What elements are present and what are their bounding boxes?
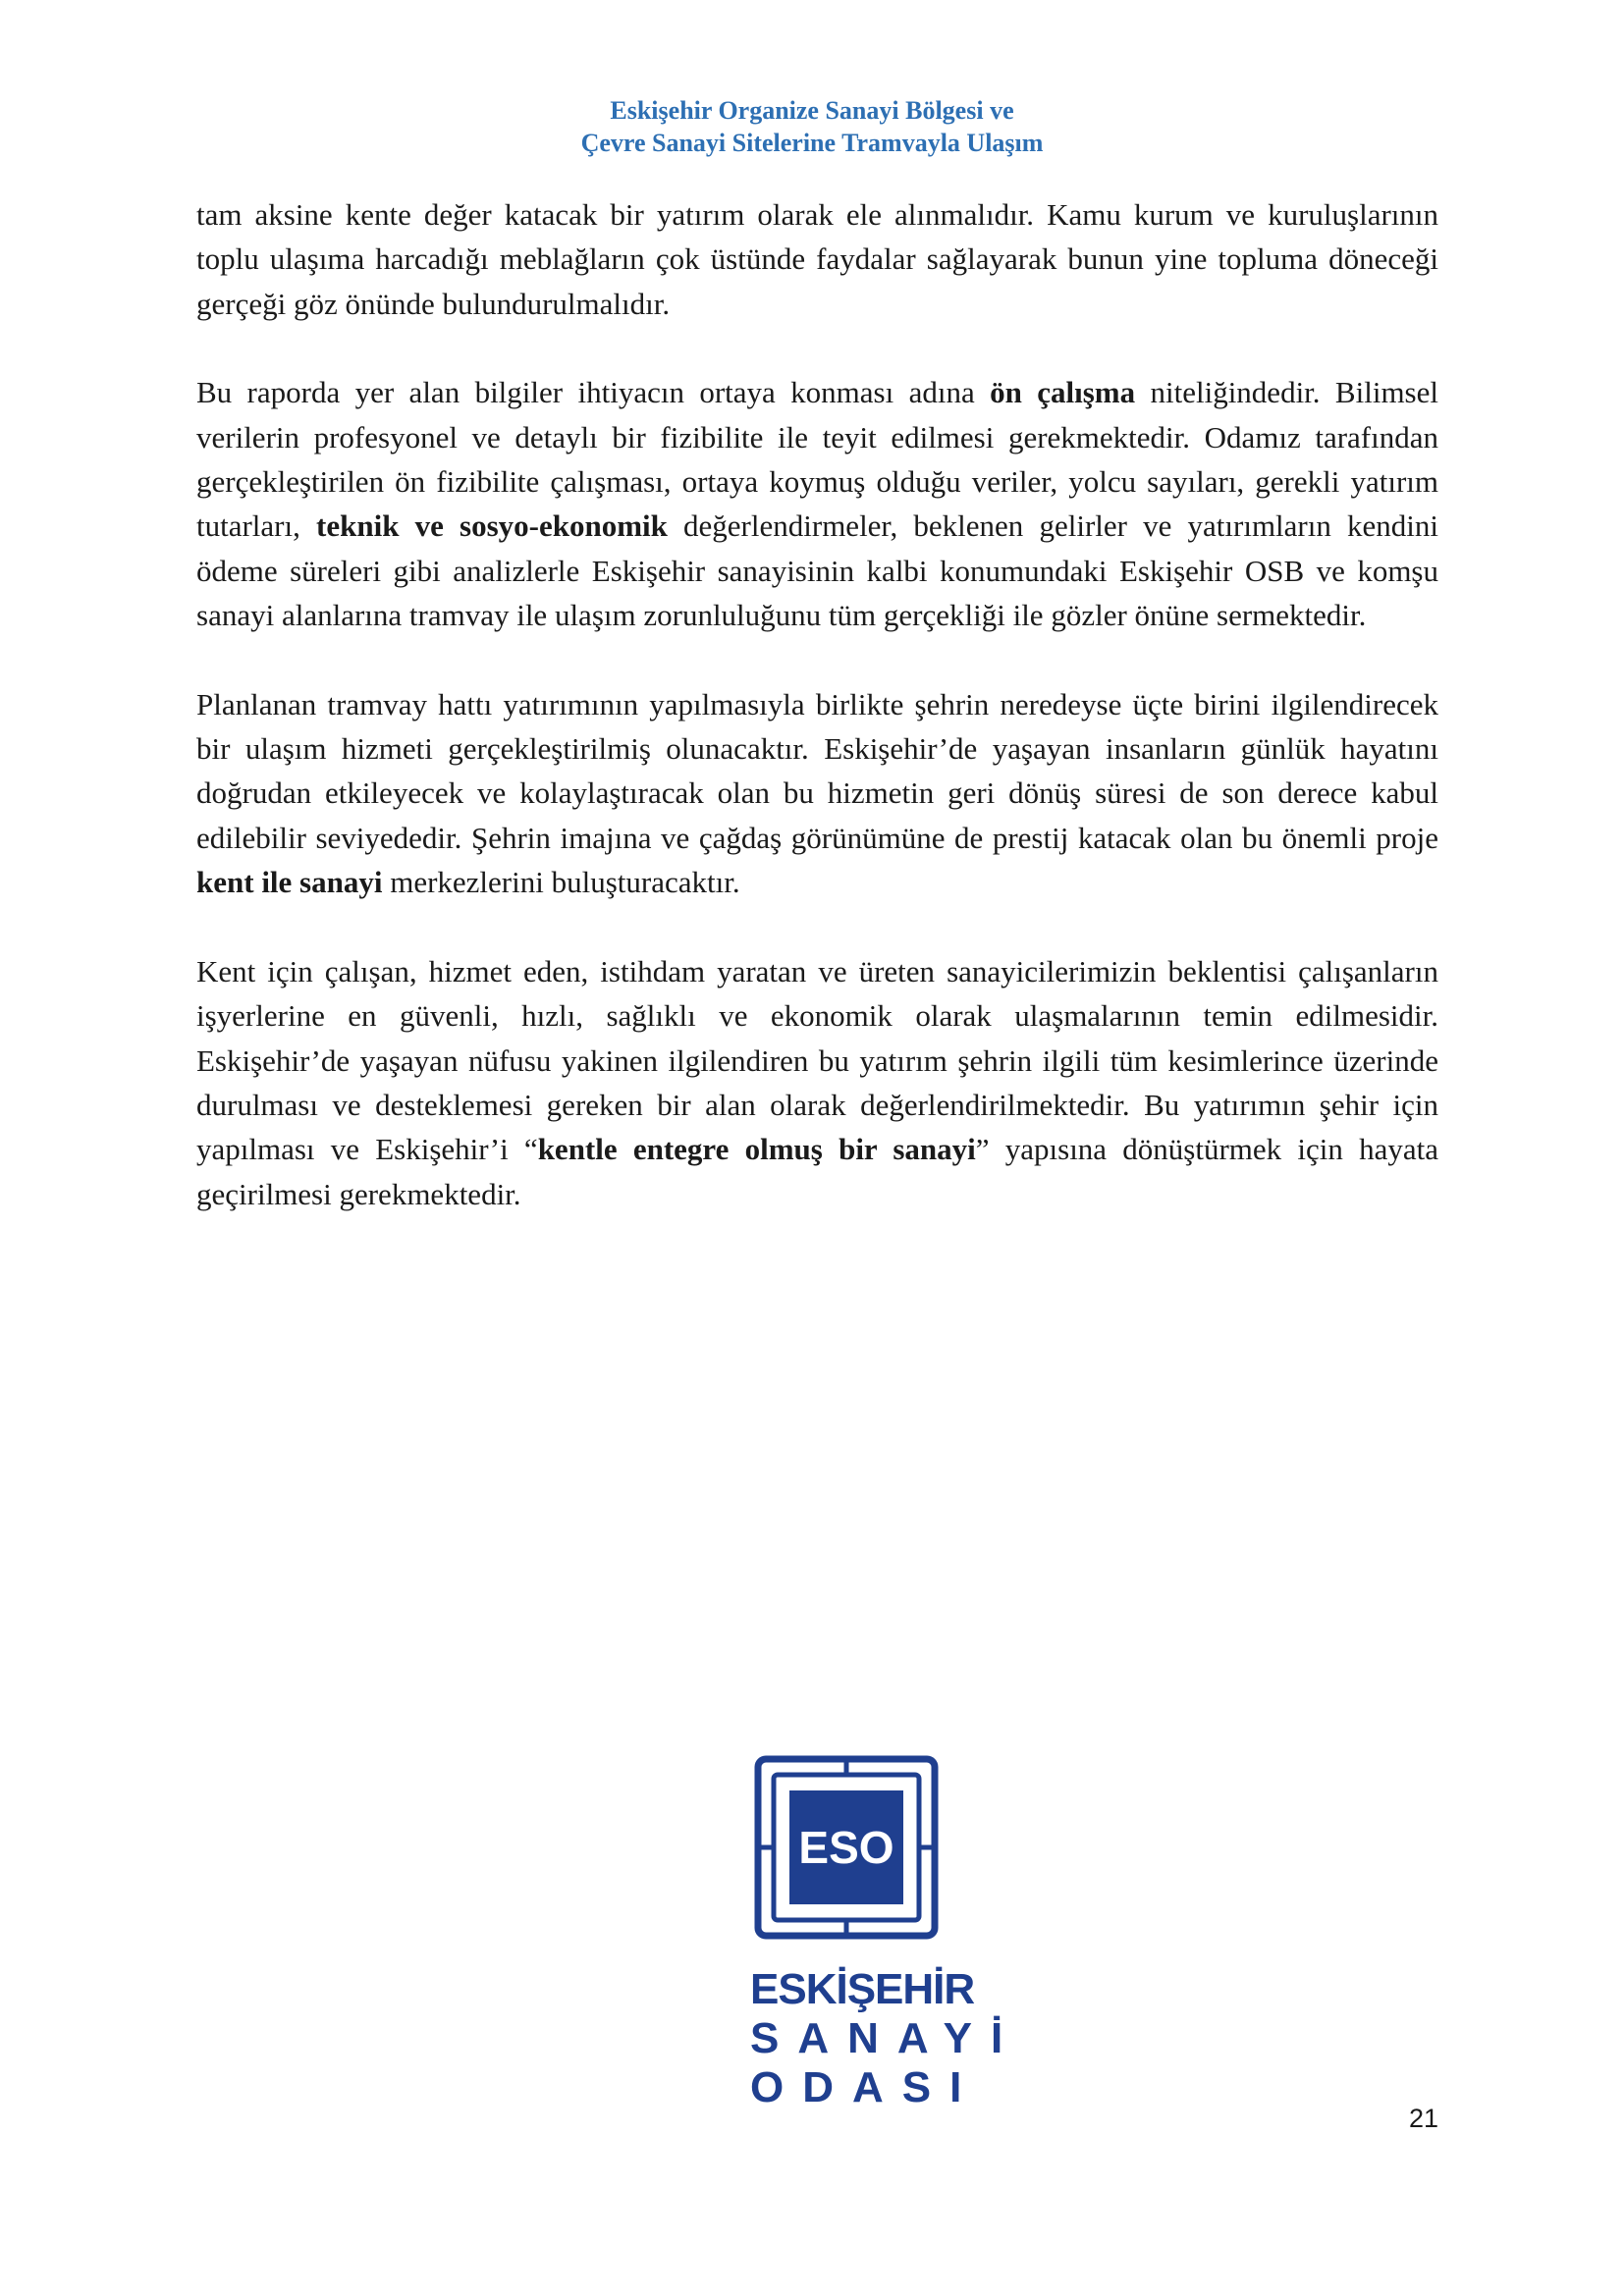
body-content: [196, 192, 1438, 1260]
paragraph-2-text-a: Bu raporda yer alan bilgiler ihtiyacın ortaya konması adına: [196, 375, 991, 410]
paragraph-4-text-b: ” yapısına dönüştürmek için hayata geçirilmesi gerekmektedir.: [196, 1132, 1438, 1211]
logo-line-2: SANAYİ: [750, 2014, 1022, 2062]
paragraph-3-text-b: merkezlerini buluşturacaktır.: [382, 865, 740, 900]
eso-logo: [750, 1751, 1022, 2112]
paragraph-1: [196, 192, 1438, 326]
paragraph-1-text: tam aksine kente değer katacak bir yatırım olarak ele alınmalıdır. Kamu kurum ve kuruluşlarının toplu ulaşıma harcadığı meblağların çok üstünde faydalar sağlayarak bunun yine topluma döneceği gerçeği göz önünde bulundurulmalıdır.: [196, 197, 1438, 321]
eso-emblem-icon: [750, 1751, 943, 1944]
paragraph-3-text-a: Planlanan tramvay hattı yatırımının yapılmasıyla birlikte şehrin neredeyse üçte birini ilgilendirecek bir ulaşım hizmeti gerçekleştirilmiş olunacaktır. Eskişehir’de yaşayan insanların günlük hayatını doğrudan etkileyecek ve kolaylaştıracak olan bu hizmetin geri dönüş süresi de son derece kabul edilebilir seviyededir. Şehrin imajına ve çağdaş görünümüne de prestij katacak olan bu önemli proje: [196, 686, 1438, 855]
emblem-text: ESO: [798, 1822, 894, 1873]
paragraph-2-text-c: değerlendirmeler, beklenen gelirler ve yatırımların kendini ödeme süreleri gibi analizlerle Eskişehir sanayisinin kalbi konumundaki Eskişehir OSB ve komşu sanayi alanlarına tramvay ile ulaşım zorunluluğunu tüm gerçekliği ile gözler önüne sermektedir.: [196, 508, 1439, 633]
paragraph-2: [196, 370, 1438, 637]
paragraph-2-bold-b: teknik ve sosyo-ekonomik: [316, 508, 668, 544]
logo-line-1: ESKİŞEHİR: [750, 1965, 975, 2013]
header-line-1: Eskişehir Organize Sanayi Bölgesi ve: [610, 96, 1014, 125]
paragraph-4: [196, 949, 1438, 1216]
paragraph-2-bold-a: ön çalışma: [990, 375, 1136, 410]
logo-line-3: ODASI: [750, 2063, 981, 2111]
paragraph-3-bold-a: kent ile sanayi: [196, 865, 383, 900]
header-line-2: Çevre Sanayi Sitelerine Tramvayla Ulaşım: [580, 129, 1044, 157]
paragraph-2-text-b: niteliğindedir. Bilimsel verilerin profesyonel ve detaylı bir fizibilite ile teyit edilmesi gerekmektedir. Odamız tarafından gerçekleştirilen ön fizibilite çalışması, ortaya koymuş olduğu veriler, yolcu sayıları, gerekli yatırım tutarları,: [196, 375, 1438, 544]
paragraph-4-text-a: Kent için çalışan, hizmet eden, istihdam yaratan ve üreten sanayicilerimizin beklentisi çalışanların işyerlerine en güvenli, hızlı, sağlıklı ve ekonomik olarak ulaşmalarının temin edilmesidir. Eskişehir’de yaşayan nüfusu yakinen ilgilendiren bu yatırım şehrin ilgili tüm kesimlerince üzerinde durulması ve desteklemesi gereken bir alan olarak değerlendirilmektedir. Bu yatırımın şehir için yapılması ve Eskişehir’i “: [196, 953, 1438, 1167]
running-header: [0, 94, 1624, 159]
paragraph-4-bold-a: kentle entegre olmuş bir sanayi: [537, 1132, 976, 1167]
page-number: 21: [1408, 2104, 1438, 2133]
paragraph-3: [196, 682, 1438, 905]
logo-wordmark: [750, 1965, 1022, 2112]
